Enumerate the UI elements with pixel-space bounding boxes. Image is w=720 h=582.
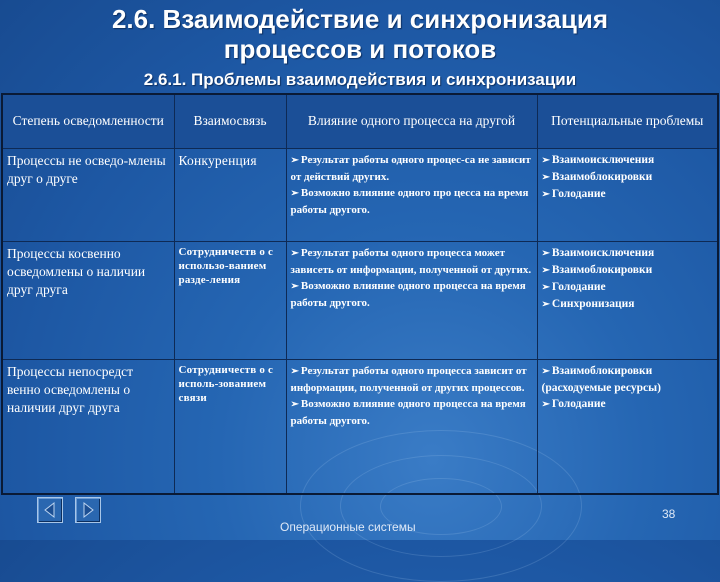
list-item: ➢ Возможно влияние одного про цесса на время работы другого. <box>290 186 529 216</box>
list-item: ➢ Взаимоисключения <box>541 246 655 259</box>
list-item: ➢ Возможно влияние одного процесса на время работы другого. <box>290 397 526 427</box>
arrow-bullet-icon: ➢ <box>541 398 550 410</box>
table-row <box>2 148 718 241</box>
right-arrow-icon <box>79 501 97 519</box>
awareness-cell: Процессы косвенно осведомлены о наличии друг друга <box>2 241 174 359</box>
table-row <box>2 359 718 494</box>
relation-cell: Сотрудничеств о с исполь-зованием связи <box>174 359 286 494</box>
arrow-bullet-icon: ➢ <box>541 281 550 293</box>
problems-cell <box>537 359 718 494</box>
arrow-bullet-icon: ➢ <box>541 247 550 259</box>
list-item: ➢ Голодание <box>541 397 606 410</box>
course-title: Операционные системы <box>280 520 416 534</box>
left-arrow-icon <box>41 501 59 519</box>
list-item: ➢ Взаимоисключения <box>541 153 655 166</box>
column-header-awareness: Степень осведомленности <box>2 94 174 148</box>
list-item: ➢ Возможно влияние одного процесса на время работы другого. <box>290 279 526 309</box>
column-header-relation: Взаимосвязь <box>174 94 286 148</box>
arrow-bullet-icon: ➢ <box>541 154 550 166</box>
arrow-bullet-icon: ➢ <box>290 280 299 292</box>
list-item: ➢ Взаимоблокировки <box>541 263 653 276</box>
slide-title-line1: 2.6. Взаимодействие и синхронизация <box>111 4 609 34</box>
next-slide-button[interactable] <box>75 497 101 523</box>
list-item: ➢ Результат работы одного процесса может зависеть от информации, полученной от других. <box>290 246 532 276</box>
arrow-bullet-icon: ➢ <box>290 247 299 259</box>
influence-cell <box>286 148 537 241</box>
list-item: ➢ Голодание <box>541 187 606 200</box>
slide-title <box>0 4 720 64</box>
relation-cell: Конкуренция <box>174 148 286 241</box>
influence-cell <box>286 359 537 494</box>
list-item: ➢ Взаимоблокировки (расходуемые ресурсы) <box>541 364 661 394</box>
list-item: ➢ Синхронизация <box>541 297 635 310</box>
arrow-bullet-icon: ➢ <box>290 154 299 166</box>
list-item: ➢ Голодание <box>541 280 606 293</box>
table-row <box>2 241 718 359</box>
problems-cell <box>537 148 718 241</box>
list-item: ➢ Результат работы одного процесса зависит от информации, полученной от других процессов. <box>290 364 527 394</box>
arrow-bullet-icon: ➢ <box>290 187 299 199</box>
arrow-bullet-icon: ➢ <box>541 365 550 377</box>
arrow-bullet-icon: ➢ <box>541 188 550 200</box>
list-item: ➢ Результат работы одного процес-са не зависит от действий других. <box>290 153 531 183</box>
awareness-cell: Процессы не осведо-млены друг о друге <box>2 148 174 241</box>
awareness-cell: Процессы непосредст венно осведомлены о наличии друг друга <box>2 359 174 494</box>
arrow-bullet-icon: ➢ <box>290 365 299 377</box>
slide-subtitle: 2.6.1. Проблемы взаимодействия и синхронизации <box>143 70 577 89</box>
problems-table <box>1 93 719 495</box>
column-header-problems: Потенциальные проблемы <box>537 94 718 148</box>
arrow-bullet-icon: ➢ <box>541 264 550 276</box>
problems-cell <box>537 241 718 359</box>
influence-cell <box>286 241 537 359</box>
page-number: 38 <box>662 507 676 521</box>
arrow-bullet-icon: ➢ <box>290 398 299 410</box>
table-header-row <box>2 94 718 148</box>
arrow-bullet-icon: ➢ <box>541 298 550 310</box>
slide-title-line2: процессов и потоков <box>223 34 497 64</box>
arrow-bullet-icon: ➢ <box>541 171 550 183</box>
column-header-influence: Влияние одного процесса на другой <box>286 94 537 148</box>
previous-slide-button[interactable] <box>37 497 63 523</box>
relation-cell: Сотрудничеств о с использо-ванием разде-ления <box>174 241 286 359</box>
list-item: ➢ Взаимоблокировки <box>541 170 653 183</box>
